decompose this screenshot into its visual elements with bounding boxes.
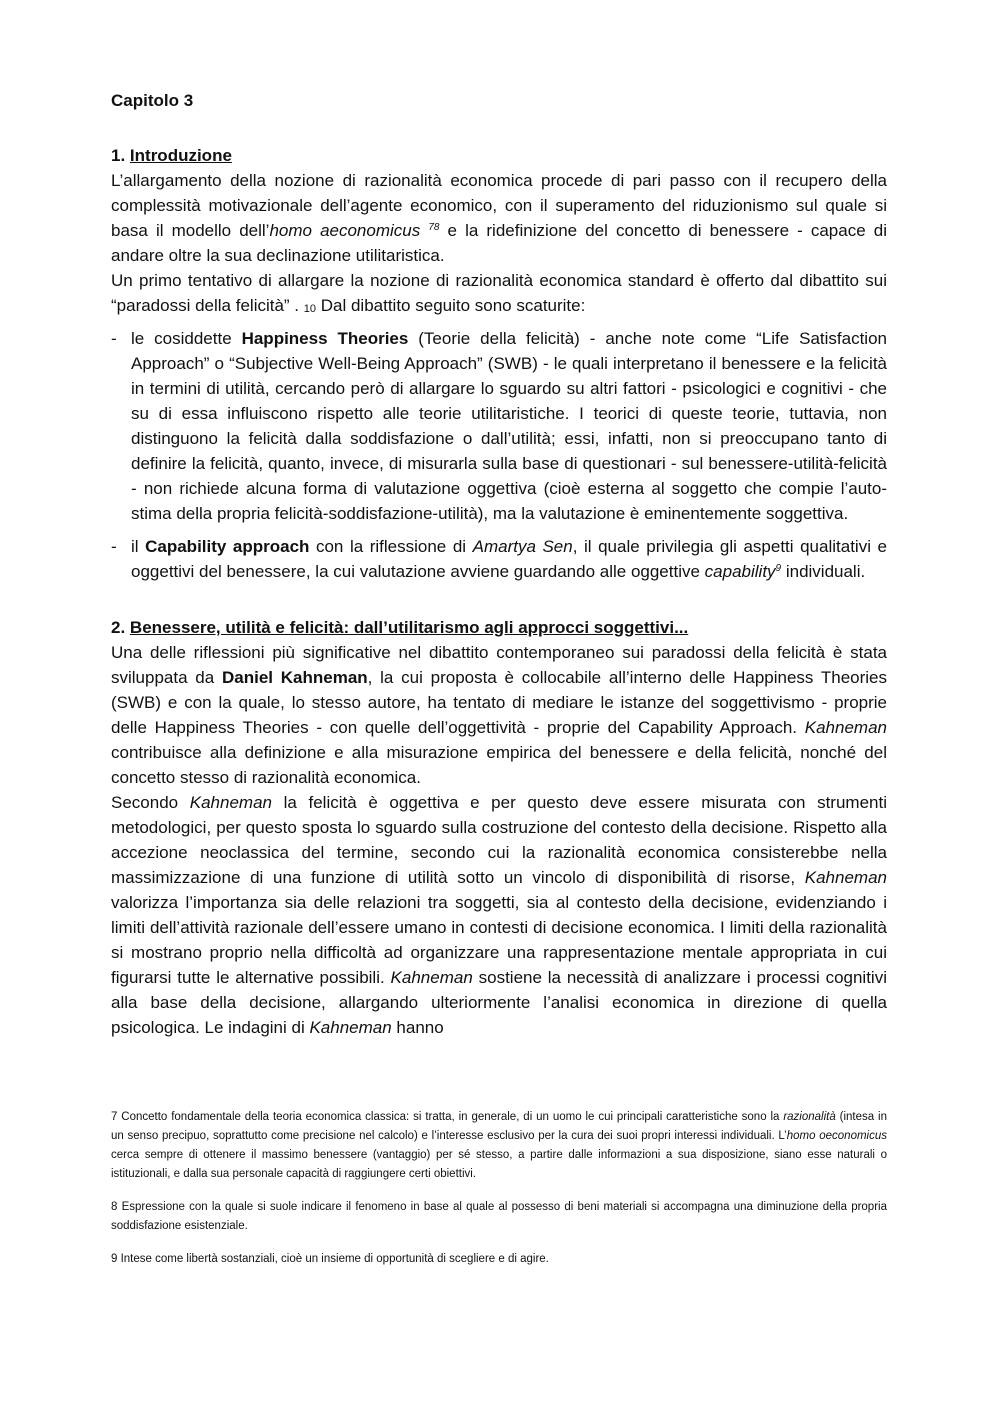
text-run: (Teorie della felicità) - anche note come “Life Satisfaction Approach” o “Subjective Well-Being Approach” (SWB) - le quali interpretano il benessere e la felicità in termini di utilità, cercando però di allargare lo sguardo su altri fattori - psicologici e cognitivi - che su di essa influiscono rispetto alle teorie utilitaristiche. I teorici di queste teorie, tuttavia, non distinguono la felicità dalla soddisfazione o dall’utilità; essi, infatti, non si preoccupano tanto di definire la felicità, quanto, invece, di misurarla sulla base di questionari - sul benessere-utilità-felicità - non richiede alcuna forma di valutazione oggettiva (cioè esterna al soggetto che compie l’auto-stima della propria felicità-soddisfazione-utilità), ma la valutazione è eminentemente soggettiva.	[131, 329, 887, 523]
section-2-title: Benessere, utilità e felicità: dall’utilitarismo agli approcci soggettivi...	[129, 618, 689, 637]
bold-term: Daniel Kahneman	[221, 668, 368, 687]
text-run: 7 Concetto fondamentale della teoria economica classica: si tratta, in generale, di un uomo le cui principali caratteristiche sono la	[111, 1111, 784, 1123]
italic-term: razionalità	[783, 1111, 836, 1123]
text-run: la felicità è oggettiva e per questo deve essere misurata con strumenti metodologici, per questo sposta lo sguardo sulla costruzione del contesto della decisione. Rispetto alla accezione neoclassica del termine, secondo cui la razionalità economica consisterebbe nella massimizzazione di una funzione di utilità sotto un vincolo di disponibilità di risorse,	[111, 793, 887, 887]
section-2-paragraph-2	[111, 790, 887, 1040]
text-run: (intesa in un senso precipuo, soprattutto come precisione nel calcolo) e l’interesse esclusivo per la cura dei suoi propri interessi individuali. L’	[111, 1111, 887, 1142]
italic-term: Kahneman	[309, 1018, 392, 1037]
text-run: sostiene la necessità di analizzare i processi cognitivi alla base della decisione, allargando ulteriormente l’analisi economica in direzione di quella psicologica. Le indagini di	[111, 968, 887, 1037]
section-1-number: 1.	[111, 146, 126, 165]
page-content	[111, 89, 887, 1040]
section-1-title: Introduzione	[129, 146, 232, 165]
italic-term: capability	[704, 562, 776, 581]
text-run: hanno	[391, 1018, 444, 1037]
text-run: individuali.	[781, 562, 866, 581]
text-run: Una delle riflessioni più significative nel dibattito contemporaneo sui paradossi della felicità è stata sviluppata da	[111, 643, 887, 687]
text-run: e la ridefinizione del concetto di benessere - capace di andare oltre la sua declinazione utilitaristica.	[111, 221, 887, 265]
italic-term: Kahneman	[390, 968, 473, 987]
dash-bullet: -	[111, 329, 117, 348]
italic-term: homo aeconomicus	[269, 221, 421, 240]
section-2-number: 2.	[111, 618, 126, 637]
text-run: , la cui proposta è collocabile all’interno delle Happiness Theories (SWB) e con la quale, lo stesso autore, ha tentato di mediare le istanze del soggettivismo - proprie delle Happiness Theories - con quelle dell’oggettività - proprie del Capability Approach.	[111, 668, 888, 737]
chapter-title: Capitolo 3	[111, 91, 194, 110]
footnote-marker: 9	[775, 563, 782, 574]
italic-term: Amartya Sen	[472, 537, 573, 556]
dash-bullet: -	[111, 537, 117, 556]
text-run: cerca sempre di ottenere il massimo benessere (vantaggio) per sé stesso, a partire dalle informazioni a sua disposizione, siano esse naturali o istituzionali, e dalla sua personale capacità di raggiungere certi obiettivi.	[111, 1149, 887, 1180]
text-run: Un primo tentativo di allargare la nozione di razionalità economica standard è offerto dal dibattito sui “paradossi della felicità” .	[111, 271, 887, 315]
text-run: il	[131, 537, 146, 556]
footnote-marker: 78	[428, 222, 440, 233]
footnote-7	[111, 1108, 887, 1184]
text-run: Secondo	[111, 793, 190, 812]
italic-term: Kahneman	[189, 793, 272, 812]
list-item	[111, 326, 887, 526]
italic-term: homo oeconomicus	[786, 1130, 887, 1142]
footnotes	[111, 1108, 887, 1269]
section-2-heading	[111, 616, 887, 640]
text-run: contribuisce alla definizione e alla misurazione empirica del benessere e della felicità, nonché del concetto stesso di razionalità economica.	[111, 743, 887, 787]
text-run: con la riflessione di	[309, 537, 473, 556]
section-2-paragraph-1	[111, 640, 887, 790]
italic-term: Kahneman	[804, 868, 887, 887]
section-1-heading	[111, 144, 887, 168]
text-run: valorizza l’importanza sia delle relazioni tra soggetti, sia al contesto della decisione, evidenziando i limiti dell’attività razionale dell’essere umano in contesti di decisione economica. I limiti della razionalità si mostrano proprio nella difficoltà ad organizzare una rappresentazione mentale appropriata in cui figurarsi tutte le alternative possibili.	[111, 893, 887, 987]
section-1-paragraph-1	[111, 168, 887, 268]
section-1-paragraph-2	[111, 268, 887, 322]
text-run: , il quale privilegia gli aspetti qualitativi e oggettivi del benessere, la cui valutazione avviene guardando alle oggettive	[131, 537, 887, 581]
footnote-reference: 10	[303, 303, 317, 315]
bold-term: Capability approach	[145, 537, 310, 556]
text-run: Dal dibattito seguito sono scaturite:	[316, 296, 586, 315]
section-1-list	[111, 326, 887, 584]
text-run: le cosiddette	[131, 329, 242, 348]
footnote-9: 9 Intese come libertà sostanziali, cioè un insieme di opportunità di scegliere e di agire.	[111, 1253, 549, 1265]
footnote-8: 8 Espressione con la quale si suole indicare il fenomeno in base al quale al possesso di beni materiali si accompagna una diminuzione della propria soddisfazione esistenziale.	[111, 1201, 887, 1232]
bold-term: Happiness Theories	[241, 329, 409, 348]
italic-term: Kahneman	[804, 718, 887, 737]
list-item	[111, 534, 887, 584]
text-run: L’allargamento della nozione di razionalità economica procede di pari passo con il recupero della complessità motivazionale dell’agente economico, con il superamento del riduzionismo sul quale si basa il modello dell’	[111, 171, 887, 240]
